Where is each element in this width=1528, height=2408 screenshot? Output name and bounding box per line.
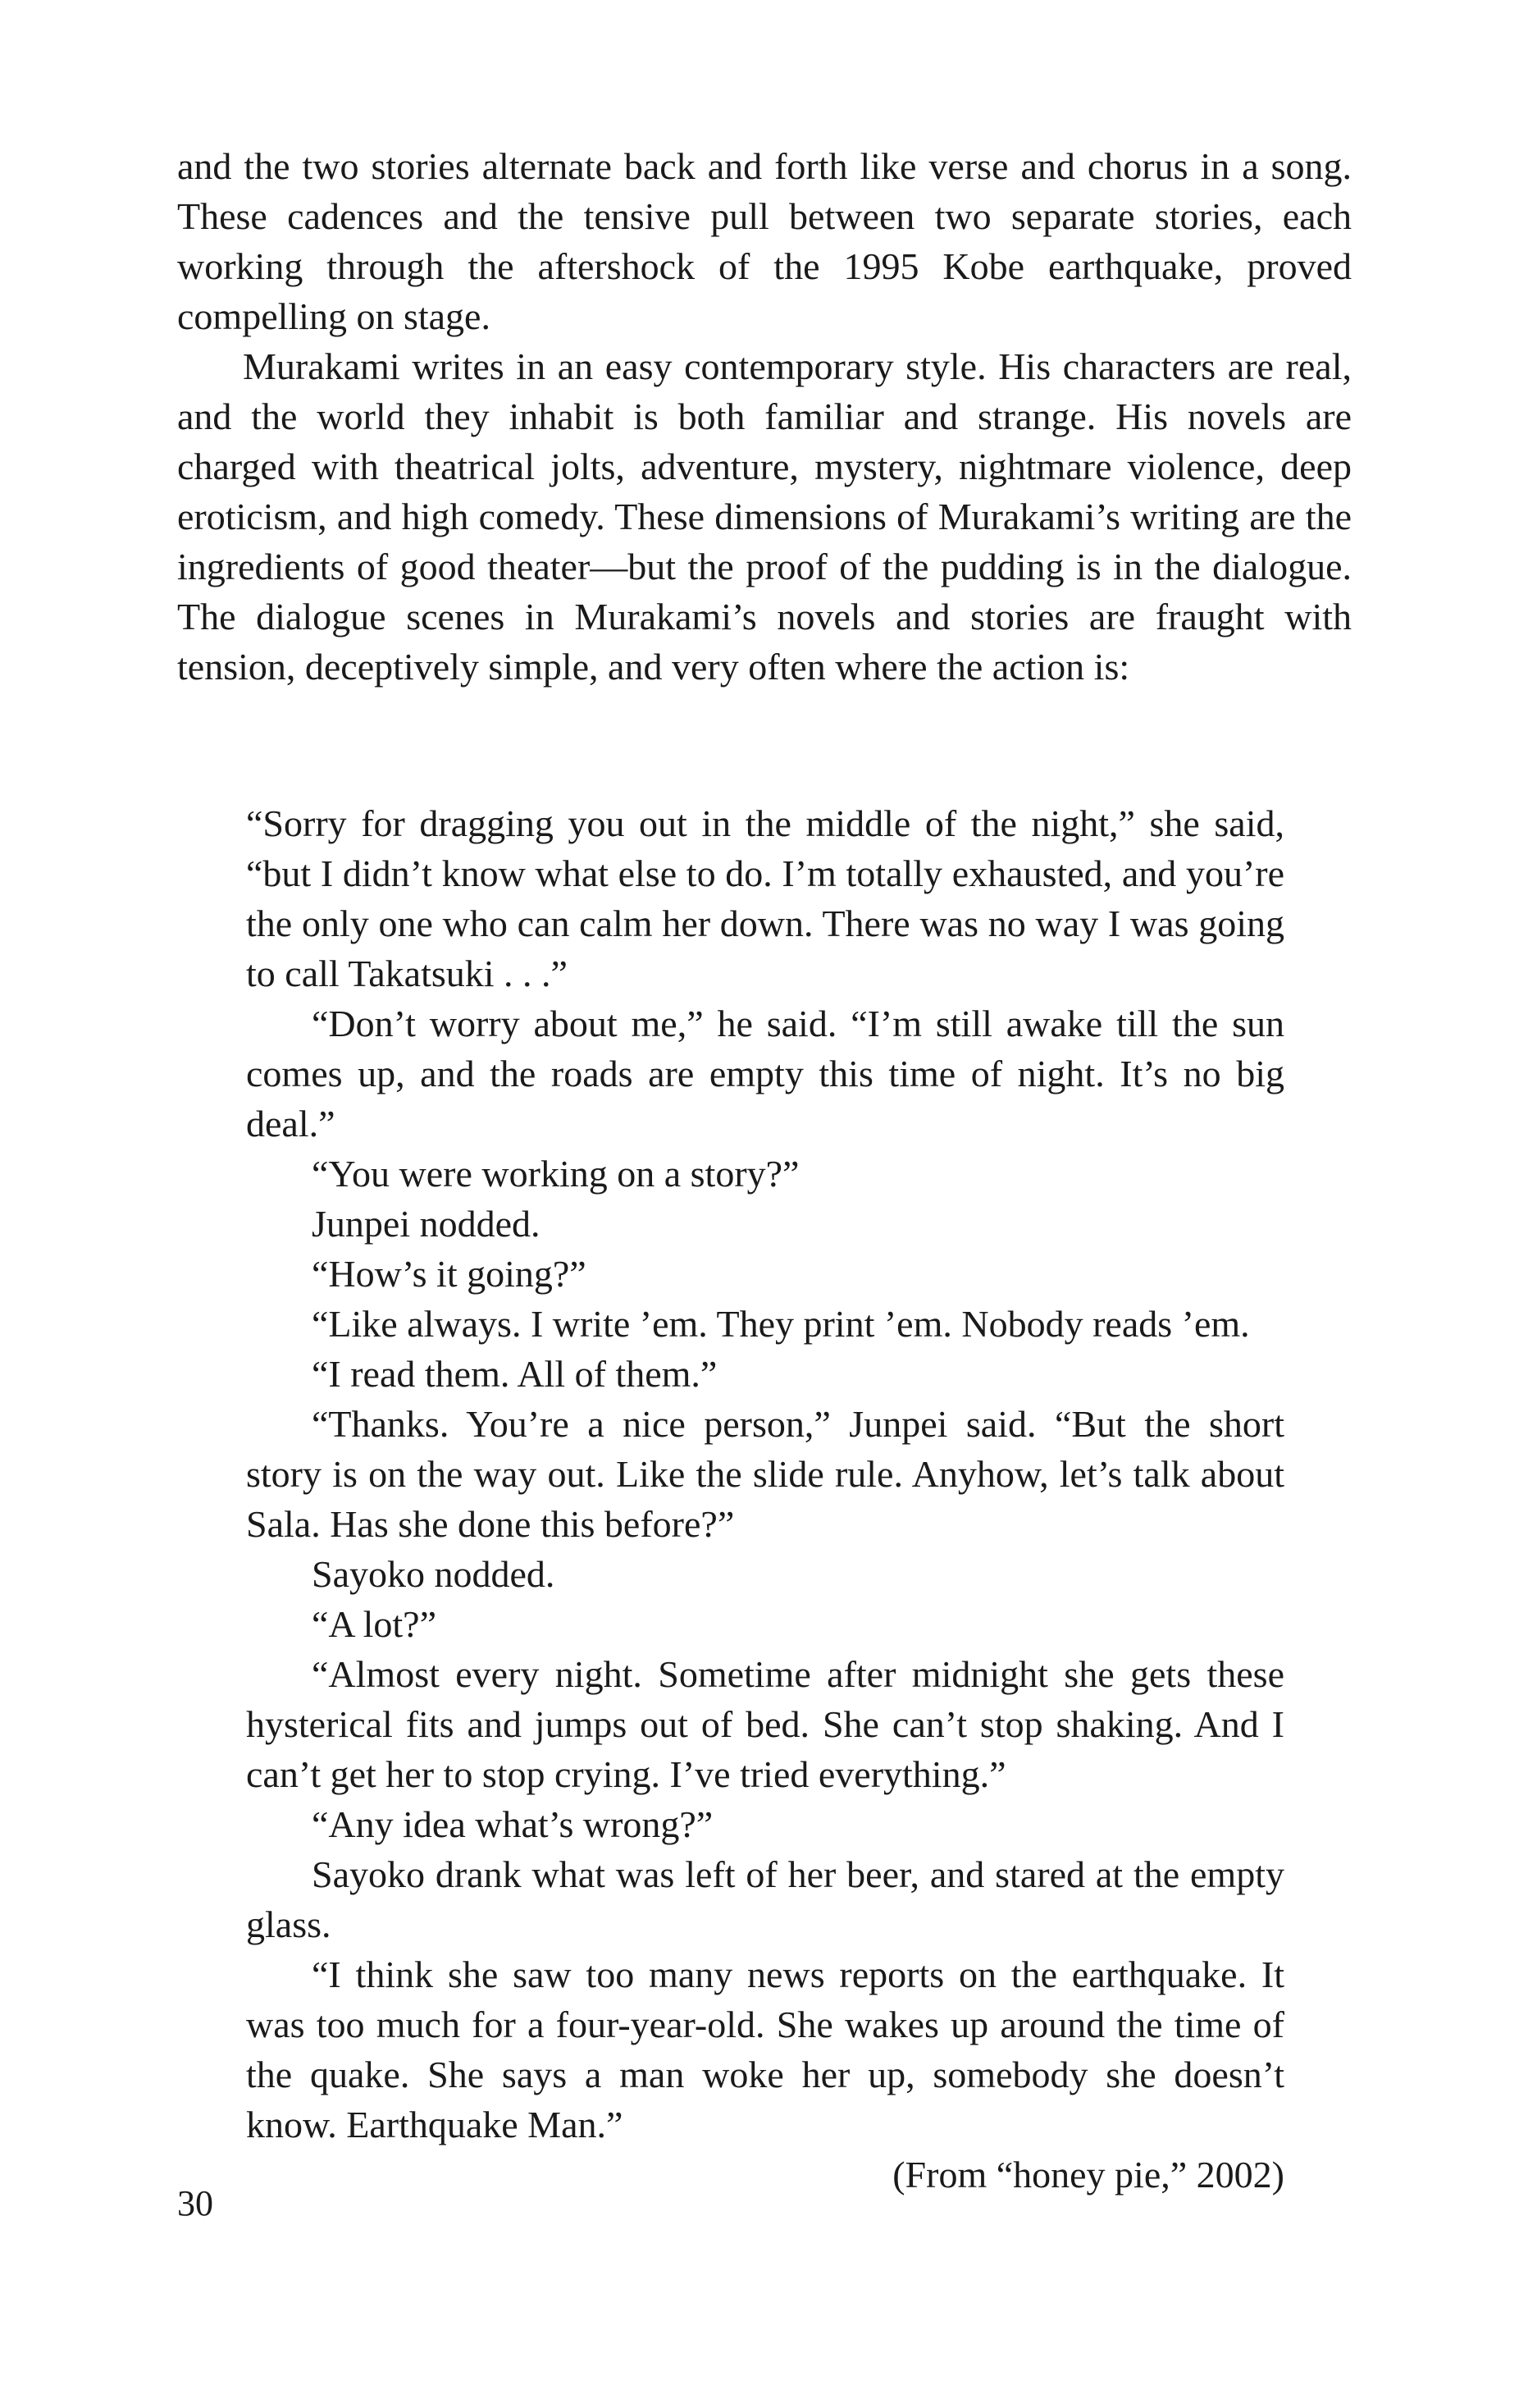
excerpt-paragraph: “Sorry for dragging you out in the middle of the night,” she said, “but I didn’t know what else to do. I’m totally exhausted, and you’re the only one who can calm her down. There was no way I was going to call Takatsuki . . .” (246, 802, 1284, 994)
page-number: 30 (177, 2183, 213, 2223)
excerpt-paragraph: Junpei nodded. (312, 1203, 541, 1245)
excerpt-paragraph: “Almost every night. Sometime after midnight she gets these hysterical fits and jumps out of bed. She can’t stop shaking. And I can’t get her to stop crying. I’ve tried everything.” (246, 1653, 1284, 1795)
excerpt-paragraph: “You were working on a story?” (312, 1153, 800, 1195)
body-paragraph: Murakami writes in an easy contemporary style. His characters are real, and the world they inhabit is both familiar and strange. His novels are charged with theatrical jolts, adventure, mystery, nightmare violence, deep eroticism, and high comedy. These dimensions of Murakami’s writing are the ingredients of good theater—but the proof of the pudding is in the dialogue. The dialogue scenes in Murakami’s novels and stories are fraught with tension, deceptively simple, and very often where the action is: (177, 345, 1352, 688)
excerpt-paragraph: Sayoko drank what was left of her beer, and stared at the empty glass. (246, 1853, 1284, 1945)
excerpt-paragraph: Sayoko nodded. (312, 1553, 555, 1595)
excerpt-paragraph: “A lot?” (312, 1603, 436, 1645)
excerpt-paragraph: “Don’t worry about me,” he said. “I’m still awake till the sun comes up, and the roads are empty this time of night. It’s no big deal.” (246, 1003, 1284, 1145)
dialogue-excerpt (246, 798, 1284, 2200)
excerpt-paragraph: “How’s it going?” (312, 1253, 586, 1295)
excerpt-paragraph: “Thanks. You’re a nice person,” Junpei said. “But the short story is on the way out. Like the slide rule. Anyhow, let’s talk about Sala. Has she done this before?” (246, 1403, 1284, 1545)
excerpt-paragraph: “I think she saw too many news reports on the earthquake. It was too much for a four-year-old. She wakes up around the time of the quake. She says a man woke her up, somebody she doesn’t know. Earthquake Man.” (246, 1953, 1284, 2145)
body-text (177, 141, 1352, 692)
excerpt-citation: (From “honey pie,” 2002) (892, 2154, 1284, 2196)
excerpt-paragraph: “Like always. I write ’em. They print ’em. Nobody reads ’em. (312, 1303, 1250, 1345)
excerpt-paragraph: “Any idea what’s wrong?” (312, 1803, 714, 1845)
excerpt-paragraph: “I read them. All of them.” (312, 1353, 718, 1395)
body-paragraph: and the two stories alternate back and forth like verse and chorus in a song. These cadences and the tensive pull between two separate stories, each working through the aftershock of the 1995 Kobe earthquake, proved compelling on stage. (177, 145, 1352, 337)
